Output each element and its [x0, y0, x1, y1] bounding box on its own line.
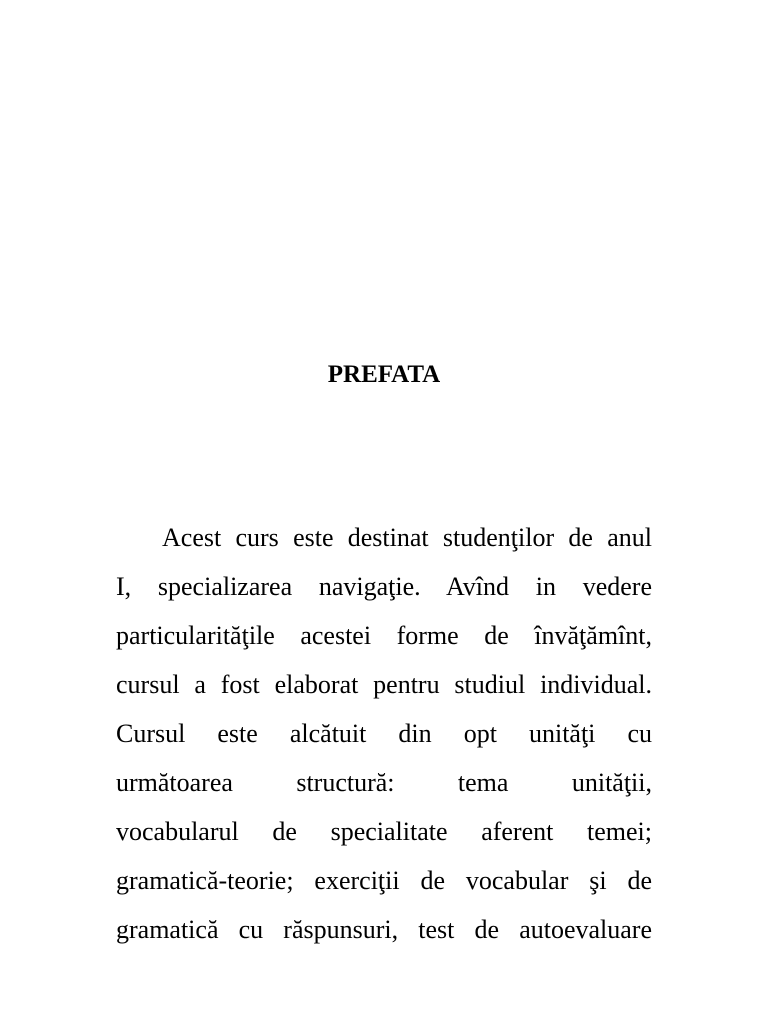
paragraph-line-2: I, specializarea navigaţie. Avînd in vedere: [116, 572, 652, 601]
paragraph-line-1: Acest curs este destinat studenţilor de anul: [162, 523, 652, 552]
paragraph-line-7: vocabularul de specialitate aferent temei;: [116, 817, 652, 846]
paragraph-line-4: cursul a fost elaborat pentru studiul individual.: [116, 670, 652, 699]
paragraph-line-6: următoarea structură: tema unităţii,: [116, 768, 652, 797]
paragraph-line-8: gramatică-teorie; exerciţii de vocabular şi de: [116, 866, 652, 895]
paragraph-line-5: Cursul este alcătuit din opt unităţi cu: [116, 719, 652, 748]
page-title: PREFATA: [327, 361, 441, 388]
paragraph-line-9: gramatică cu răspunsuri, test de autoevaluare: [116, 915, 652, 944]
preface-paragraph: [116, 516, 652, 957]
paragraph-line-3: particularităţile acestei forme de învăţămînt,: [116, 621, 652, 650]
